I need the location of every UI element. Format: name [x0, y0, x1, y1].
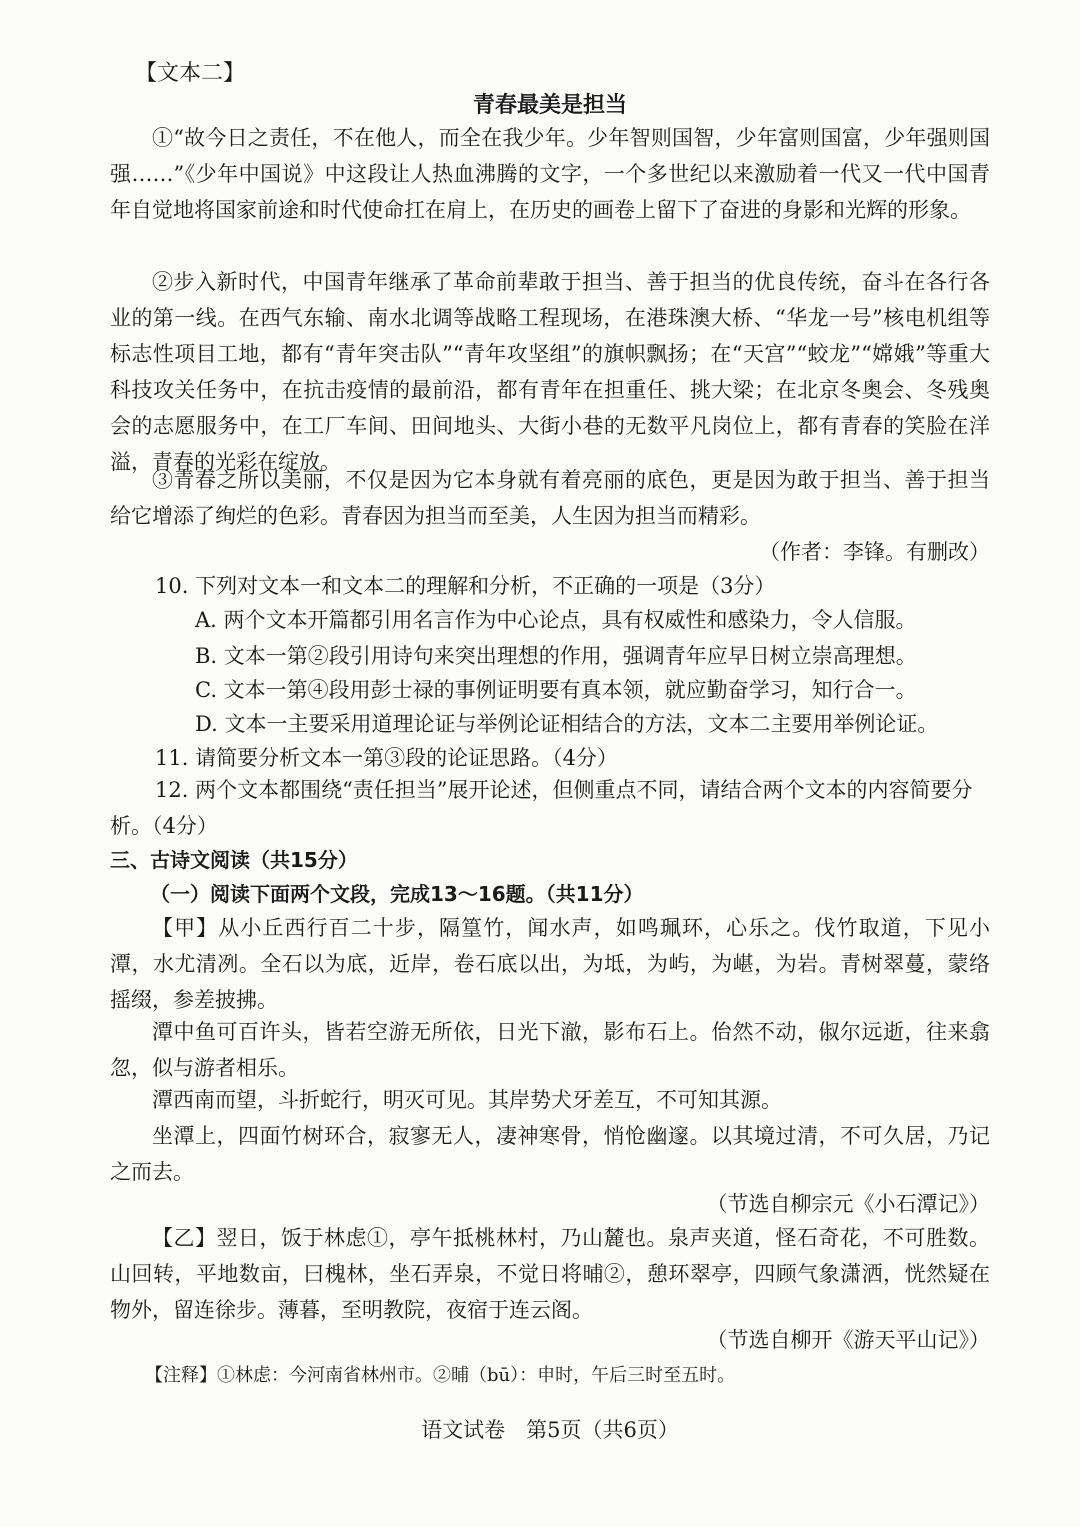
paragraph-2: ②步入新时代，中国青年继承了革命前辈敢于担当、善于担当的优良传统，奋斗在各行各业的第一线。在西气东输、南水北调等战略工程现场，在港珠澳大桥、“华龙一号”核电机组等标志性项目工地，都有“青年突击队”“青年攻坚组”的旗帜飘扬；在“天宫”“蛟龙”“嫦娥”等重大科技攻关任务中，在抗击疫情的最前沿，都有青年在担重任、挑大梁；在北京冬奥会、冬残奥会的志愿服务中，在工厂车间、田间地头、大街小巷的无数平凡岗位上，都有青春的笑脸在洋溢，青春的光彩在绽放。: [110, 270, 990, 474]
passage-jia-paragraph-3: 潭西南而望，斗折蛇行，明灭可见。其岸势犬牙差互，不可知其源。: [152, 1088, 782, 1112]
annotation-note: 【注释】①林虑：今河南省林州市。②晡（bū）：申时，午后三时至五时。: [145, 1365, 736, 1386]
question-11: 11. 请简要分析文本一第③段的论证思路。（4分）: [155, 746, 618, 770]
article-title: 青春最美是担当: [472, 93, 627, 118]
paragraph-1: ①“故今日之责任，不在他人，而全在我少年。少年智则国智，少年富则国富，少年强则国强……”《少年中国说》中这段让人热血沸腾的文字，一个多世纪以来激励着一代又一代中国青年自觉地将国家前途和时代使命扛在肩上，在历史的画卷上留下了奋进的身影和光辉的形象。: [110, 126, 990, 222]
passage-jia-source: （节选自柳宗元《小石潭记》）: [706, 1192, 990, 1216]
question-10-option-d: D. 文本一主要采用道理论证与举例论证相结合的方法，文本二主要用举例论证。: [195, 712, 939, 736]
question-10-option-a: A. 两个文本开篇都引用名言作为中心论点，具有权威性和感染力，令人信服。: [195, 608, 917, 632]
passage-yi: 【乙】翌日，饭于林虑①，亭午抵桃林村，乃山麓也。泉声夹道，怪石奇花，不可胜数。山回转，平地数亩，曰槐林，坐石弄泉，不觉日将晡②，憩环翠亭，四顾气象潇洒，恍然疑在物外，留连徐步。薄暮，至明教院，夜宿于连云阁。: [110, 1226, 990, 1322]
author-credit: （作者：李锋。有删改）: [759, 540, 990, 564]
paragraph-3: ③青春之所以美丽，不仅是因为它本身就有着亮丽的底色，更是因为敢于担当、善于担当给它增添了绚烂的色彩。青春因为担当而至美，人生因为担当而精彩。: [110, 468, 990, 528]
question-12: 12. 两个文本都围绕“责任担当”展开论述，但侧重点不同，请结合两个文本的内容简要分析。（4分）: [110, 778, 973, 838]
passage-jia-paragraph-4: 坐潭上，四面竹树环合，寂寥无人，凄神寒骨，悄怆幽邃。以其境过清，不可久居，乃记之而去。: [110, 1124, 990, 1184]
page-footer: 语文试卷 第5页（共6页）: [421, 1418, 679, 1442]
question-10-option-c: C. 文本一第④段用彭士禄的事例证明要有真本领，就应勤奋学习，知行合一。: [195, 678, 917, 702]
passage-jia-paragraph-1: 【甲】从小丘西行百二十步，隔篁竹，闻水声，如鸣珮环，心乐之。伐竹取道，下见小潭，水尤清冽。全石以为底，近岸，卷石底以出，为坻，为屿，为嵁，为岩。青树翠蔓，蒙络摇缀，参差披拂。: [110, 916, 990, 1012]
section-3-heading: 三、古诗文阅读（共15分）: [110, 848, 358, 872]
text2-label: 【文本二】: [135, 61, 246, 86]
passage-jia-paragraph-2: 潭中鱼可百许头，皆若空游无所依，日光下澈，影布石上。佁然不动，俶尔远逝，往来翕忽，似与游者相乐。: [110, 1020, 990, 1080]
passage-yi-source: （节选自柳开《游天平山记》）: [706, 1328, 990, 1352]
question-10: 10. 下列对文本一和文本二的理解和分析，不正确的一项是（3分）: [155, 574, 776, 598]
subsection-1-heading: （一）阅读下面两个文段，完成13～16题。（共11分）: [150, 882, 644, 906]
question-10-option-b: B. 文本一第②段引用诗句来突出理想的作用，强调青年应早日树立崇高理想。: [195, 644, 917, 668]
